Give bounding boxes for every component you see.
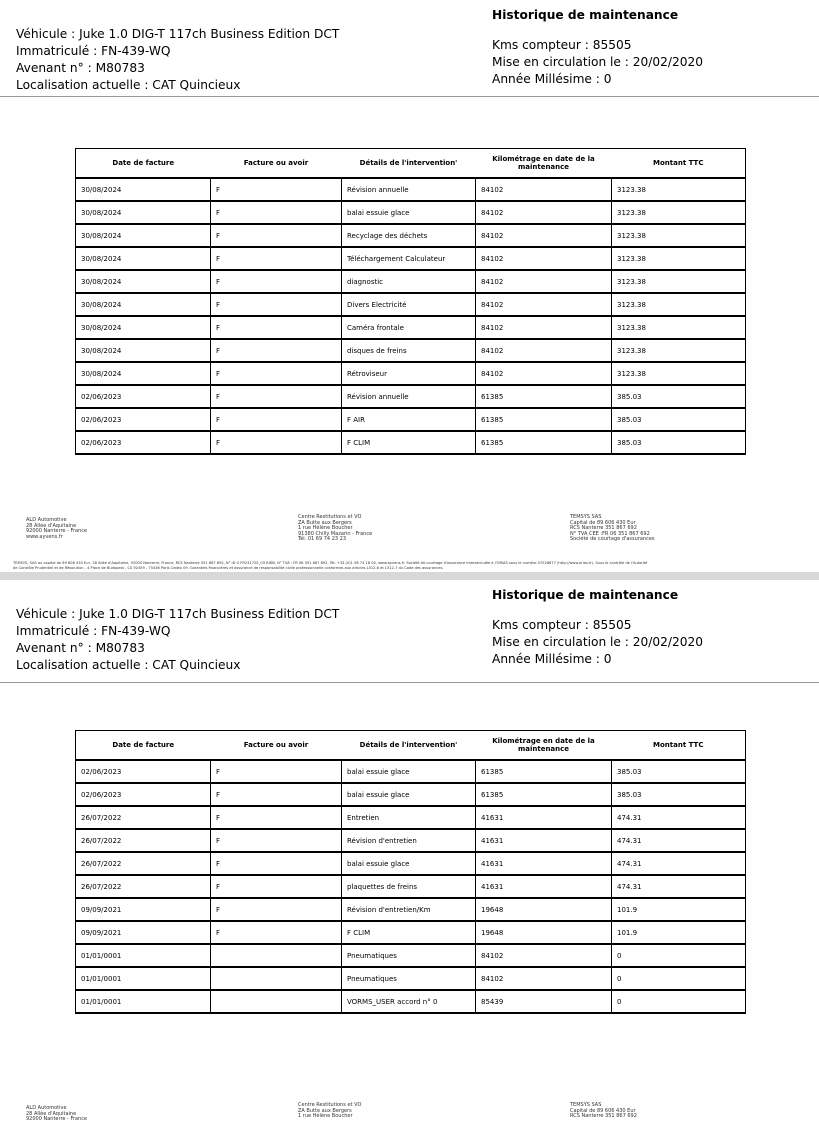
footer-right-line: Capital de 89 606 430 Eur [570,1107,636,1114]
model-year: Année Millésime : 0 [492,652,612,666]
cell-invoice-date: 30/08/2024 [76,178,211,201]
col-mileage: Kilométrage en date de la maintenance [476,731,612,761]
footer-right-line: Capital de 89 606 430 Eur [570,519,636,526]
table-row [76,385,746,408]
table-row [76,339,746,362]
amendment-number: Avenant n° : M80783 [16,641,145,655]
footer-right-line: N° TVA CEE :FR 06 351 867 692 [570,530,650,537]
cell-invoice-type: F [211,829,342,852]
col-intervention-details: Détails de l'intervention' [342,149,476,179]
cell-amount: 474.31 [612,852,746,875]
cell-invoice-type: F [211,431,342,454]
cell-invoice-date: 30/08/2024 [76,293,211,316]
vehicle-model: Véhicule : Juke 1.0 DIG-T 117ch Business Edition DCT [16,27,340,41]
cell-invoice-type: F [211,806,342,829]
cell-invoice-type: F [211,178,342,201]
cell-invoice-type: F [211,201,342,224]
current-location: Localisation actuelle : CAT Quincieux [16,78,241,92]
cell-intervention-details: Pneumatiques [342,967,476,990]
cell-intervention-details: Téléchargement Calculateur [342,247,476,270]
header-divider [0,682,819,683]
registration-date: Mise en circulation le : 20/02/2020 [492,55,704,69]
table-header-row [76,149,746,179]
cell-intervention-details: Divers Electricité [342,293,476,316]
cell-intervention-details: disques de freins [342,339,476,362]
table-row [76,760,746,783]
footer-center-line: ZA Butte aux Bergers [298,519,352,526]
footer-center-line: 91380 Chilly Mazarin - France [298,530,373,537]
cell-intervention-details: F CLIM [342,431,476,454]
cell-amount: 3123.38 [612,316,746,339]
page-title: Historique de maintenance [492,588,679,602]
amendment-number: Avenant n° : M80783 [16,61,145,75]
cell-intervention-details: Caméra frontale [342,316,476,339]
table-row [76,178,746,201]
table-row [76,829,746,852]
table-row [76,967,746,990]
cell-invoice-type: F [211,224,342,247]
footer-company [26,518,87,540]
cell-intervention-details: F CLIM [342,921,476,944]
footer-center-address [298,1103,361,1120]
cell-invoice-type: F [211,339,342,362]
page-title: Historique de maintenance [492,8,679,22]
footer-legal-entity [570,1103,637,1120]
footer-company [26,1106,87,1123]
cell-intervention-details: balai essuie glace [342,852,476,875]
table-row [76,316,746,339]
cell-invoice-type [211,944,342,967]
cell-amount: 474.31 [612,829,746,852]
cell-invoice-type: F [211,875,342,898]
cell-amount: 385.03 [612,408,746,431]
cell-invoice-date: 30/08/2024 [76,270,211,293]
cell-intervention-details: Révision annuelle [342,178,476,201]
cell-amount: 0 [612,990,746,1013]
footer-left-line: ALD Automotive [26,517,67,523]
cell-amount: 3123.38 [612,293,746,316]
cell-intervention-details: Révision d'entretien/Km [342,898,476,921]
table-row [76,898,746,921]
cell-amount: 3123.38 [612,362,746,385]
table-row [76,990,746,1013]
cell-mileage: 61385 [476,385,612,408]
col-invoice-date: Date de facture [76,731,211,761]
cell-intervention-details: plaquettes de freins [342,875,476,898]
cell-invoice-type: F [211,270,342,293]
cell-invoice-date: 02/06/2023 [76,783,211,806]
cell-intervention-details: balai essuie glace [342,783,476,806]
maintenance-table [75,148,746,455]
cell-invoice-date: 01/01/0001 [76,990,211,1013]
cell-mileage: 41631 [476,875,612,898]
cell-mileage: 84102 [476,944,612,967]
cell-intervention-details: Recyclage des déchets [342,224,476,247]
document-page-2 [0,580,819,1123]
cell-amount: 3123.38 [612,339,746,362]
cell-mileage: 41631 [476,829,612,852]
cell-invoice-type: F [211,385,342,408]
cell-mileage: 84102 [476,224,612,247]
cell-amount: 474.31 [612,875,746,898]
vehicle-model: Véhicule : Juke 1.0 DIG-T 117ch Business Edition DCT [16,607,340,621]
cell-invoice-date: 30/08/2024 [76,224,211,247]
cell-intervention-details: balai essuie glace [342,201,476,224]
cell-mileage: 61385 [476,783,612,806]
cell-invoice-date: 30/08/2024 [76,362,211,385]
cell-mileage: 84102 [476,178,612,201]
cell-mileage: 41631 [476,852,612,875]
cell-invoice-type: F [211,783,342,806]
cell-intervention-details: diagnostic [342,270,476,293]
cell-mileage: 84102 [476,247,612,270]
footer-legal-entity [570,515,655,543]
cell-mileage: 61385 [476,760,612,783]
maintenance-table [75,730,746,1014]
footer-right-line: RCS Nanterre 351 867 692 [570,525,637,531]
vehicle-plate: Immatriculé : FN-439-WQ [16,624,171,638]
cell-mileage: 61385 [476,408,612,431]
cell-invoice-type: F [211,852,342,875]
cell-invoice-type [211,967,342,990]
col-intervention-details: Détails de l'intervention' [342,731,476,761]
footer-left-line: ALD Automotive [26,1105,67,1111]
current-location: Localisation actuelle : CAT Quincieux [16,658,241,672]
cell-invoice-date: 02/06/2023 [76,385,211,408]
table-row [76,431,746,454]
col-amount: Montant TTC [612,731,746,761]
cell-invoice-date: 30/08/2024 [76,339,211,362]
footer-center-line: 1 rue Hélène Boucher [298,525,353,531]
footer-right-line: RCS Nanterre 351 867 692 [570,1113,637,1119]
table-row [76,224,746,247]
col-mileage: Kilométrage en date de la maintenance [476,149,612,179]
table-row [76,852,746,875]
cell-intervention-details: Révision d'entretien [342,829,476,852]
cell-intervention-details: VORMS_USER accord n° 0 [342,990,476,1013]
cell-invoice-type: F [211,316,342,339]
cell-intervention-details: Révision annuelle [342,385,476,408]
footer-center-line: Centre Restitutions et VO [298,1102,362,1108]
legal-line: de Contrôle Prudentiel et de Résolution - 4 Place de Budapest - CS 92459 - 75436 Paris Cedex 09. Garanties financières et assurance de responsabilité civile professionnelle conformes aux articles L512-6 et L512-7 du Code des assurances. [13,565,444,570]
footer-left-line: 28 Allée d'Aquitaine [26,522,77,529]
odometer: Kms compteur : 85505 [492,38,632,52]
footer-center-address [298,515,372,543]
cell-mileage: 84102 [476,362,612,385]
legal-notice [13,561,813,570]
cell-invoice-date: 26/07/2022 [76,852,211,875]
cell-mileage: 84102 [476,316,612,339]
cell-invoice-date: 26/07/2022 [76,806,211,829]
model-year: Année Millésime : 0 [492,72,612,86]
cell-mileage: 84102 [476,967,612,990]
cell-invoice-type: F [211,760,342,783]
cell-intervention-details: Rétroviseur [342,362,476,385]
footer-right-line: Société de courtage d'assurances [570,536,655,542]
table-row [76,806,746,829]
col-invoice-date: Date de facture [76,149,211,179]
maintenance-summary [492,587,703,668]
cell-invoice-date: 30/08/2024 [76,247,211,270]
cell-intervention-details: balai essuie glace [342,760,476,783]
vehicle-info [16,26,339,94]
table-row [76,783,746,806]
table-row [76,875,746,898]
cell-mileage: 84102 [476,201,612,224]
cell-mileage: 41631 [476,806,612,829]
cell-mileage: 84102 [476,270,612,293]
vehicle-plate: Immatriculé : FN-439-WQ [16,44,171,58]
cell-invoice-date: 09/09/2021 [76,921,211,944]
cell-amount: 3123.38 [612,247,746,270]
col-amount: Montant TTC [612,149,746,179]
cell-amount: 3123.38 [612,270,746,293]
cell-amount: 3123.38 [612,178,746,201]
cell-invoice-type [211,990,342,1013]
legal-line: TEMSYS, SAS au capital de 89 606 430 Eur, 28 Allée d'Aquitaine, 92000 Nanterre, France, RCS Nanterre 351 867 692, N° ID U FR231725_03 RIDB, N° TVA : FR 06 351 867 692, Tél. +33 (0)1 56 74 18 00, www.ayvens.fr. Société de courtage d'assurance immatriculée à l'ORIAS sous le numéro 07026677 (http://www.orias.fr). Sous le contrôle de l'Autorité [13,561,648,565]
table-row [76,201,746,224]
cell-amount: 385.03 [612,783,746,806]
vehicle-info [16,606,339,674]
cell-amount: 101.9 [612,921,746,944]
table-row [76,944,746,967]
cell-intervention-details: F AIR [342,408,476,431]
cell-invoice-type: F [211,898,342,921]
footer-right-line: TEMSYS SAS [570,1102,602,1108]
cell-invoice-date: 02/06/2023 [76,408,211,431]
header-divider [0,96,819,97]
cell-invoice-type: F [211,408,342,431]
cell-mileage: 19648 [476,898,612,921]
table-header-row [76,731,746,761]
cell-invoice-date: 30/08/2024 [76,201,211,224]
cell-invoice-type: F [211,921,342,944]
cell-invoice-type: F [211,362,342,385]
table-row [76,247,746,270]
table-row [76,270,746,293]
cell-amount: 385.03 [612,385,746,408]
cell-invoice-date: 26/07/2022 [76,875,211,898]
maintenance-summary [492,7,703,88]
footer-left-line: 92000 Nanterre - France [26,1116,88,1122]
cell-intervention-details: Entretien [342,806,476,829]
table-row [76,362,746,385]
cell-invoice-date: 26/07/2022 [76,829,211,852]
cell-mileage: 84102 [476,293,612,316]
cell-amount: 385.03 [612,760,746,783]
cell-invoice-date: 02/06/2023 [76,431,211,454]
col-invoice-type: Facture ou avoir [211,149,342,179]
odometer: Kms compteur : 85505 [492,618,632,632]
page-separator [0,572,819,580]
cell-amount: 474.31 [612,806,746,829]
col-invoice-type: Facture ou avoir [211,731,342,761]
cell-mileage: 85439 [476,990,612,1013]
cell-mileage: 84102 [476,339,612,362]
footer-center-line: 1 rue Hélène Boucher [298,1113,353,1119]
table-row [76,293,746,316]
footer-center-line: ZA Butte aux Bergers [298,1107,352,1114]
cell-invoice-date: 01/01/0001 [76,967,211,990]
cell-mileage: 61385 [476,431,612,454]
cell-amount: 3123.38 [612,224,746,247]
cell-invoice-date: 30/08/2024 [76,316,211,339]
footer-left-line: www.ayvens.fr [26,533,63,540]
table-row [76,921,746,944]
footer-right-line: TEMSYS SAS [570,514,602,520]
footer-left-line: 92000 Nanterre - France [26,528,88,534]
cell-invoice-date: 02/06/2023 [76,760,211,783]
footer-center-line: Tél. 01 69 74 23 23 [298,536,347,542]
footer-left-line: 28 Allée d'Aquitaine [26,1110,77,1117]
cell-mileage: 19648 [476,921,612,944]
cell-invoice-type: F [211,293,342,316]
footer-center-line: Centre Restitutions et VO [298,514,362,520]
registration-date: Mise en circulation le : 20/02/2020 [492,635,704,649]
cell-amount: 101.9 [612,898,746,921]
table-row [76,408,746,431]
cell-amount: 385.03 [612,431,746,454]
cell-amount: 3123.38 [612,201,746,224]
cell-invoice-date: 09/09/2021 [76,898,211,921]
cell-invoice-type: F [211,247,342,270]
cell-amount: 0 [612,967,746,990]
cell-amount: 0 [612,944,746,967]
cell-invoice-date: 01/01/0001 [76,944,211,967]
cell-intervention-details: Pneumatiques [342,944,476,967]
